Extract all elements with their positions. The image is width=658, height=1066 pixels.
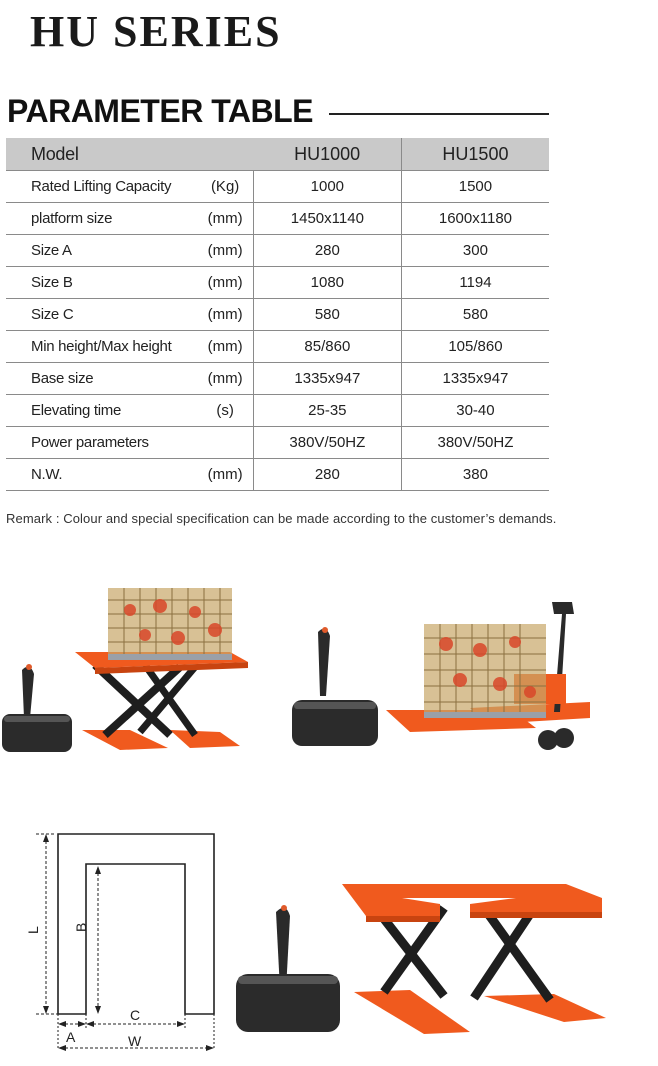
u-shaped-lift-photo (234, 868, 606, 1036)
table-row (6, 331, 549, 363)
table-row (6, 203, 549, 235)
row-label: platform size (6, 203, 197, 235)
row-label: Size A (6, 235, 197, 267)
section-title: PARAMETER TABLE (7, 93, 313, 129)
row-value-hu1500: 1500 (401, 171, 549, 203)
label-A: A (66, 1029, 76, 1045)
row-unit: (mm) (197, 299, 253, 331)
row-value-hu1500: 380 (401, 459, 549, 491)
table-row (6, 171, 549, 203)
table-header-row (6, 138, 549, 171)
row-value-hu1000: 85/860 (253, 331, 401, 363)
row-value-hu1500: 1194 (401, 267, 549, 299)
row-label: N.W. (6, 459, 197, 491)
row-label: Rated Lifting Capacity (6, 171, 197, 203)
label-L: L (25, 926, 41, 934)
row-value-hu1000: 1335x947 (253, 363, 401, 395)
table-row (6, 459, 549, 491)
row-value-hu1000: 380V/50HZ (253, 427, 401, 459)
row-label: Size C (6, 299, 197, 331)
row-value-hu1500: 300 (401, 235, 549, 267)
row-value-hu1000: 280 (253, 459, 401, 491)
table-row (6, 395, 549, 427)
row-value-hu1000: 1450x1140 (253, 203, 401, 235)
row-value-hu1500: 1600x1180 (401, 203, 549, 235)
table-row (6, 267, 549, 299)
row-unit: (mm) (197, 235, 253, 267)
row-value-hu1000: 1000 (253, 171, 401, 203)
row-value-hu1500: 580 (401, 299, 549, 331)
row-unit: (mm) (197, 203, 253, 235)
parameter-table (6, 138, 549, 491)
label-C: C (130, 1007, 141, 1023)
row-unit: (Kg) (197, 171, 253, 203)
row-value-hu1000: 280 (253, 235, 401, 267)
table-row (6, 427, 549, 459)
row-unit: (s) (197, 395, 253, 427)
header-model-label: Model (6, 138, 253, 171)
table-row (6, 363, 549, 395)
row-unit: (mm) (197, 459, 253, 491)
row-label: Size B (6, 267, 197, 299)
label-B: B (73, 922, 89, 932)
series-title: HU SERIES (30, 7, 282, 56)
row-label: Elevating time (6, 395, 197, 427)
row-unit (197, 427, 253, 459)
scissor-lift-photo (0, 570, 250, 760)
row-value-hu1000: 1080 (253, 267, 401, 299)
row-unit: (mm) (197, 363, 253, 395)
table-row (6, 235, 549, 267)
row-label: Base size (6, 363, 197, 395)
row-unit: (mm) (197, 331, 253, 363)
dimension-diagram (25, 828, 220, 1058)
row-value-hu1500: 105/860 (401, 331, 549, 363)
row-value-hu1000: 25-35 (253, 395, 401, 427)
header-model-hu1500: HU1500 (401, 138, 549, 171)
row-value-hu1000: 580 (253, 299, 401, 331)
remark-text: Remark : Colour and special specification can be made according to the customer’s demands. (6, 511, 557, 526)
row-value-hu1500: 30-40 (401, 395, 549, 427)
lift-with-pallet-truck-photo (290, 592, 590, 762)
row-value-hu1500: 380V/50HZ (401, 427, 549, 459)
section-rule (329, 113, 549, 115)
label-W: W (128, 1033, 142, 1049)
header-model-hu1000: HU1000 (253, 138, 401, 171)
table-row (6, 299, 549, 331)
row-label: Min height/Max height (6, 331, 197, 363)
row-value-hu1500: 1335x947 (401, 363, 549, 395)
row-label: Power parameters (6, 427, 197, 459)
row-unit: (mm) (197, 267, 253, 299)
